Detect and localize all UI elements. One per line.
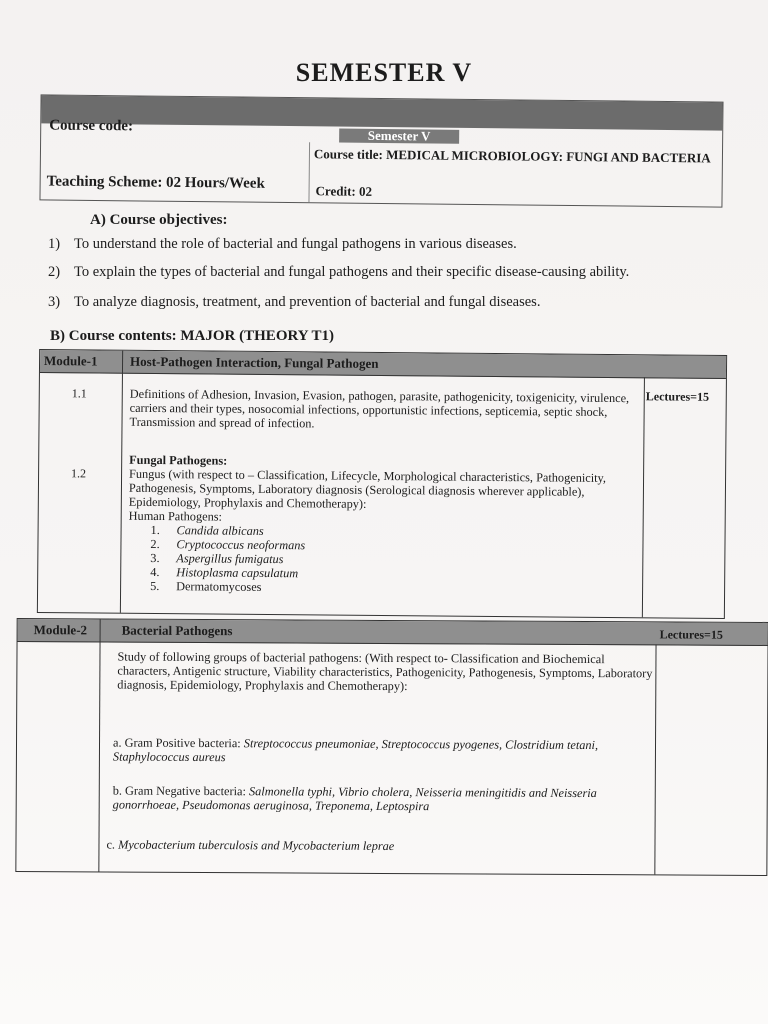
semester-label: Semester V [339,129,459,144]
teaching-scheme: Teaching Scheme: 02 Hours/Week [46,173,265,192]
human-pathogens-label: Human Pathogens: [128,508,223,524]
module-2-table [15,618,768,876]
list-text: Cryptococcus neoformans [176,537,306,553]
column-divider [120,351,123,613]
section-a-heading: A) Course objectives: [90,212,228,228]
module-1-table [37,349,727,619]
topic-1-1-text: Definitions of Adhesion, Invasion, Evasion, pathogen, parasite, pathogenicity, toxigenicity, virulence, carriers and their types, nosocomial infections, opportunistic infections, septicemia, septic shock, Transmission and spread of infection. [129,386,630,431]
gram-negative-item [113,784,653,815]
item-prefix: b. Gram Negative bacteria: [112,783,246,799]
course-title: Course title: MEDICAL MICROBIOLOGY: FUNGI AND BACTERIA [313,146,711,166]
module-2-title: Bacterial Pathogens [121,622,233,639]
header-bar [41,95,722,130]
column-divider [654,644,656,874]
module-1-label: Module-1 [43,353,98,369]
item-organisms: Salmonella typhi, Vibrio cholera, Neisseria meningitidis and Neisseria gonorrhoeae, Pseudomonas aeruginosa, Treponema, Leptospira [112,784,597,814]
column-divider [98,619,100,871]
pathogen-list [150,523,641,597]
item-organisms: Streptococcus pneumoniae, Streptococcus pyogenes, Clostridium tetani, Staphylococcus aureus [112,736,599,765]
credit-label: Credit: 02 [315,183,373,199]
objective-text: To analyze diagnosis, treatment, and prevention of bacterial and fungal diseases. [74,294,541,310]
objective-number: 1) [48,236,61,252]
topic-1-2-block [128,453,641,597]
item-prefix: c. [106,837,116,852]
list-item [150,579,640,597]
gram-positive-item [113,736,653,767]
objective-2 [48,264,629,281]
topic-1-2-heading: Fungal Pathogens: [129,452,228,468]
objective-3 [48,294,540,311]
list-number: 4. [150,564,160,580]
module-1-lectures: Lectures=15 [645,389,710,404]
list-text: Histoplasma capsulatum [176,565,299,581]
course-header-box [39,94,723,207]
objective-number: 2) [48,264,61,280]
list-text: Aspergillus fumigatus [176,551,284,567]
course-code-label: Course code: [49,117,134,135]
objective-number: 3) [48,294,61,310]
list-number: 5. [150,578,160,594]
module-2-label: Module-2 [33,622,88,638]
module-1-title: Host-Pathogen Interaction, Fungal Pathogen [129,353,379,371]
list-number: 1. [150,522,160,538]
page-title: SEMESTER V [295,58,473,87]
item-organisms: Mycobacterium tuberculosis and Mycobacterium leprae [118,837,395,854]
section-b-heading: B) Course contents: MAJOR (THEORY T1) [50,328,335,344]
item-prefix: a. Gram Positive bacteria: [112,735,241,751]
topic-number: 1.2 [71,466,87,481]
topic-number: 1.1 [71,386,87,401]
topic-1-2-text: Fungus (with respect to – Classification, Lifecycle, Morphological characteristics, Pathogenicity, Pathogenesis, Symptoms, Laboratory diagnosis (Serological diagnosis wherever applicable), Epidemiology, Prophylaxis and Chemotherapy): [128,466,607,511]
objective-1 [48,236,517,253]
header-divider [308,142,310,202]
mycobacterium-item [106,838,646,855]
list-number: 3. [150,550,160,566]
column-divider [642,377,645,617]
list-text: Dermatomycoses [176,579,262,594]
list-text: Candida albicans [176,523,264,538]
objective-text: To explain the types of bacterial and fungal pathogens and their specific disease-causing ability. [74,264,630,280]
list-number: 2. [150,536,160,552]
module-2-intro: Study of following groups of bacterial pathogens: (With respect to- Classification and Biochemical characters, Antigenic structure, Viability characteristics, Pathogenicity, Pathogenesis, Symptoms, Laboratory diagnosis, Epidemiology, Prophylaxis and Chemotherapy): [117,649,653,694]
objective-text: To understand the role of bacterial and fungal pathogens in various diseases. [74,236,517,252]
module-2-lectures: Lectures=15 [659,627,723,642]
